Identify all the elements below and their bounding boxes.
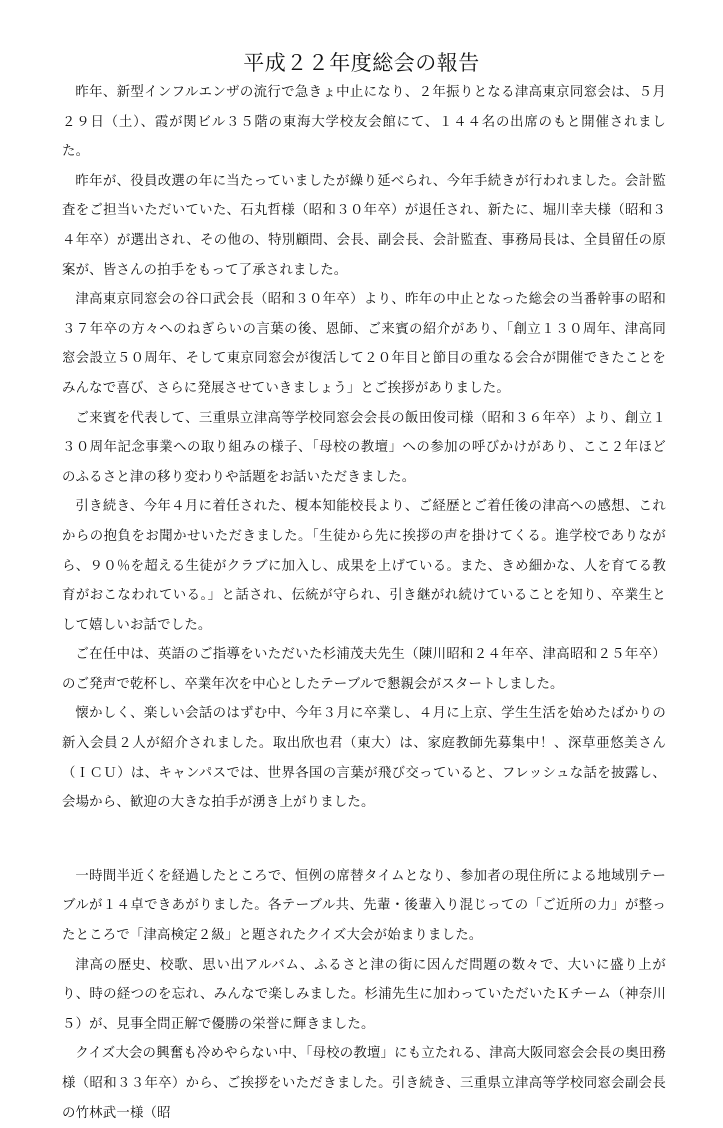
paragraph-seat-change: 一時間半近くを経過したところで、恒例の席替タイムとなり、参加者の現住所による地域別テーブルが１４卓できあがりました。各テーブル共、先輩・後輩入り混じっての「ご近所の力」が整ったところで「津高検定２級」と題されたクイズ大会が始まりました。 bbox=[62, 868, 666, 944]
paragraph-guest-speech: ご来賓を代表して、三重県立津高等学校同窓会会長の飯田俊司様（昭和３６年卒）より、創立１３０周年記念事業への取り組みの様子、「母校の教壇」への参加の呼びかけがあり、ここ２年ほどのふるさと津の移り変わりや話題をお話いただきました。 bbox=[62, 410, 666, 485]
paragraph-officer-election: 昨年が、役員改選の年に当たっていましたが繰り延べられ、今年手続きが行われました。会計監査をご担当いただいていた、石丸哲様（昭和３０年卒）が退任され、新たに、堀川幸夫様（昭和３４年卒）が選出され、その他の、特別顧問、会長、副会長、会計監査、事務局長は、全員留任の原案が、皆さんの拍手をもって了承されました。 bbox=[62, 173, 666, 278]
paragraph-president-greeting: 津高東京同窓会の谷口武会長（昭和３０年卒）より、昨年の中止となった総会の当番幹事の昭和３７年卒の方々へのねぎらいの言葉の後、恩師、ご来賓の紹介があり、「創立１３０周年、津高同窓会設立５０周年、そして東京同窓会が復活して２０年目と節目の重なる会合が開催できたことをみんなで喜び、さらに発展させていきましょう」とご挨拶がありました。 bbox=[62, 292, 666, 396]
paragraph-principal-speech: 引き続き、今年４月に着任された、榎本知能校長より、ご経歴とご着任後の津高への感想、これからの抱負をお聞かせいただきました。「生徒から先に挨拶の声を掛けてくる。進学校でありながら、９０％を超える生徒がクラブに加入し、成果を上げている。また、きめ細かな、人を育てる教育がおこなわれている。」と話され、伝統が守られ、引き継がれ続けていることを知り、卒業生として嬉しいお話でした。 bbox=[62, 499, 666, 633]
document-body bbox=[62, 78, 666, 1128]
document-title: 平成２２年度総会の報告 bbox=[243, 51, 480, 75]
section-gap bbox=[62, 818, 666, 862]
paragraph-attendance: 昨年、新型インフルエンザの流行で急きょ中止になり、２年振りとなる津高東京同窓会は、５月２９日（土）、霞が関ビル３５階の東海大学校友会館にて、１４４名の出席のもと開催されました。 bbox=[62, 85, 666, 160]
paragraph-new-members: 懐かしく、楽しい会話のはずむ中、今年３月に卒業し、４月に上京、学生生活を始めたばかりの新入会員２人が紹介されました。取出欣也君（東大）は、家庭教師先募集中！、深草亜悠美さん（ＩＣＵ）は、キャンパスでは、世界各国の言葉が飛び交っていると、フレッシュな話を披露し、会場から、歓迎の大きな拍手が湧き上がりました。 bbox=[62, 706, 666, 811]
paragraph-osaka-greeting: クイズ大会の興奮も冷めやらない中、「母校の教壇」にも立たれる、津高大阪同窓会会長の奥田務様（昭和３３年卒）から、ご挨拶をいただきました。引き続き、三重県立津高等学校同窓会副会長の竹林武一様（昭 bbox=[62, 1046, 666, 1121]
paragraph-quiz: 津高の歴史、校歌、思い出アルバム、ふるさと津の街に因んだ問題の数々で、大いに盛り上がり、時の経つのを忘れ、みんなで楽しみました。杉浦先生に加わっていただいたＫチーム（神奈川５）が、見事全問正解で優勝の栄誉に輝きました。 bbox=[62, 957, 666, 1032]
paragraph-toast: ご在任中は、英語のご指導をいただいた杉浦茂夫先生（陳川昭和２４年卒、津高昭和２５年卒）のご発声で乾杯し、卒業年次を中心としたテーブルで懇親会がスタートしました。 bbox=[62, 647, 666, 692]
